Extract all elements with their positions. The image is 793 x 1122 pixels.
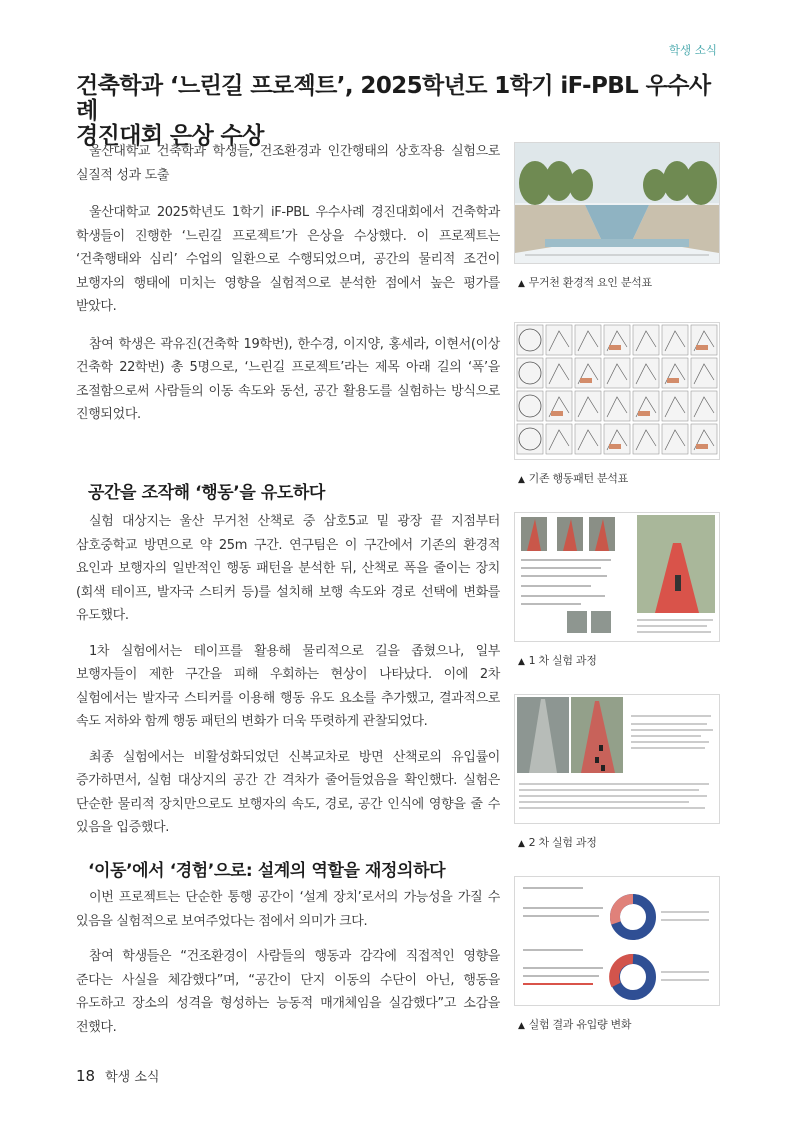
- section-2-body: [76, 886, 500, 1039]
- intro-subtitle: 울산대학교 건축학과 학생들, 건조환경과 인간행태의 상호작용 실험으로 실질적 성과 도출: [76, 144, 500, 183]
- sketch-tile: [662, 358, 688, 388]
- experiment-1-board: [515, 513, 719, 641]
- caption-1: ▲ 무거천 환경적 요인 분석표: [518, 276, 652, 289]
- results-donut-charts: [515, 877, 719, 1005]
- sketch-tile: [662, 325, 688, 355]
- section-2-paragraph-1: 이번 프로젝트는 단순한 통행 공간이 ‘설계 장치’로서의 가능성을 가질 수 있음을 실험적으로 보여주었다는 점에서 의미가 크다.: [76, 890, 500, 929]
- sketch-tile: [546, 424, 572, 454]
- caption-5: ▲ 실험 결과 유입량 변화: [518, 1018, 632, 1031]
- caption-2: ▲ 기존 행동패턴 분석표: [518, 472, 628, 485]
- triangle-icon: ▲: [518, 657, 525, 667]
- sketch-tile: [517, 391, 543, 421]
- section-1-paragraph-2: 1차 실험에서는 테이프를 활용해 물리적으로 길을 좁혔으나, 일부 보행자들이 제한 구간을 피해 우회하는 현상이 나타났다. 이에 2차 실험에서는 발자국 스티커를 이용해 행동 유도 요소를 추가했고, 결과적으로 속도 저하와 함께 행동 패턴의 변화가 더욱 뚜렷하게 관찰되었다.: [76, 643, 500, 729]
- sketch-tile: [575, 325, 601, 355]
- page-number: 18: [76, 1067, 96, 1085]
- section-1-heading: 공간을 조작해 ‘행동’을 유도하다: [88, 483, 325, 503]
- triangle-icon: ▲: [518, 1021, 525, 1031]
- experiment-2-board: [515, 695, 719, 823]
- figure-experiment-1: [514, 512, 720, 642]
- section-1-body: [76, 510, 500, 840]
- sketch-tile: [517, 325, 543, 355]
- sketch-tile: [546, 358, 572, 388]
- caption-4: ▲ 2 차 실험 과정: [518, 836, 597, 849]
- figure-results: [514, 876, 720, 1006]
- triangle-icon: ▲: [518, 279, 525, 289]
- page-footer: [76, 1066, 159, 1085]
- sketch-tile: [691, 358, 717, 388]
- figure-experiment-2: [514, 694, 720, 824]
- intro-paragraph-1: 울산대학교 2025학년도 1학기 iF-PBL 우수사례 경진대회에서 건축학과 학생들이 진행한 ‘느린길 프로젝트’가 은상을 수상했다. 이 프로젝트는 ‘건축행태와 심리’ 수업의 일환으로 수행되었으며, 공간의 물리적 조건이 보행자의 행태에 미치는 영향을 실험적으로 분석한 점에서 높은 평가를 받았다.: [76, 205, 500, 314]
- footer-section: 학생 소식: [105, 1070, 160, 1085]
- sketch-tile: [517, 358, 543, 388]
- sketch-tile: [604, 358, 630, 388]
- sketch-tile: [546, 325, 572, 355]
- sketch-tile: [546, 391, 572, 421]
- sketch-tile: [662, 424, 688, 454]
- figure-behavior-pattern: [514, 322, 720, 460]
- intro-paragraph-2: 참여 학생은 곽유진(건축학 19학번), 한수경, 이지양, 홍세라, 이현서(이상 건축학 22학번) 총 5명으로, ‘느린길 프로젝트’라는 제목 아래 길의 ‘폭’을 조절함으로써 사람들의 이동 속도와 동선, 공간 활용도를 실험하는 방식으로 진행되었다.: [76, 336, 500, 422]
- sketch-tile: [575, 424, 601, 454]
- section-tag: 학생 소식: [668, 43, 717, 57]
- triangle-icon: ▲: [518, 839, 525, 849]
- section-1-paragraph-3: 최종 실험에서는 비활성화되었던 신복교차로 방면 산책로의 유입률이 증가하면서, 실험 대상지의 공간 간 격차가 줄어들었음을 확인했다. 실험은 단순한 물리적 장치만으로도 보행자의 속도, 경로, 공간 인식에 영향을 줄 수 있음을 입증했다.: [76, 749, 500, 835]
- sketch-tile: [662, 391, 688, 421]
- title-line-1: 건축학과 ‘느린길 프로젝트’, 2025학년도 1학기 iF-PBL 우수사례: [76, 73, 711, 124]
- sketch-tile: [517, 424, 543, 454]
- sketch-tile: [575, 391, 601, 421]
- article-title: [76, 74, 726, 149]
- section-2-heading: ‘이동’에서 ‘경험’으로: 설계의 역할을 재정의하다: [88, 861, 446, 881]
- triangle-icon: ▲: [518, 475, 525, 485]
- sketch-tile: [633, 424, 659, 454]
- caption-3: ▲ 1 차 실험 과정: [518, 654, 597, 667]
- sketch-tile: [633, 358, 659, 388]
- sketch-tile: [604, 391, 630, 421]
- sketch-tile: [691, 424, 717, 454]
- sketch-tile: [604, 424, 630, 454]
- intro-block: [76, 140, 500, 427]
- section-2-paragraph-2: 참여 학생들은 “건조환경이 사람들의 행동과 감각에 직접적인 영향을 준다는 사실을 체감했다”며, “공간이 단지 이동의 수단이 아닌, 행동을 유도하고 장소의 성격을 형성하는 능동적 매개체임을 실감했다”고 소감을 전했다.: [76, 949, 500, 1035]
- sketch-tile: [575, 358, 601, 388]
- title-line-2: 경진대회 은상 수상: [76, 123, 264, 149]
- section-1-paragraph-1: 실험 대상지는 울산 무거천 산책로 중 삼호5교 밑 광장 끝 지점부터 삼호중학교 방면으로 약 25m 구간. 연구팀은 이 구간에서 기존의 환경적 요인과 보행자의 일반적인 행동 패턴을 분석한 뒤, 산책로 폭을 줄이는 장치(회색 테이프, 발자국 스티커 등)를 설치해 보행 속도와 경로 선택에 변화를 유도했다.: [76, 514, 500, 623]
- behavior-sketch-grid: [515, 323, 719, 459]
- figure-environment-analysis: [514, 142, 720, 264]
- sketch-tile: [633, 391, 659, 421]
- stream-section-illustration: [515, 143, 719, 263]
- sketch-tile: [691, 325, 717, 355]
- sketch-tile: [691, 391, 717, 421]
- sketch-tile: [604, 325, 630, 355]
- sketch-tile: [633, 325, 659, 355]
